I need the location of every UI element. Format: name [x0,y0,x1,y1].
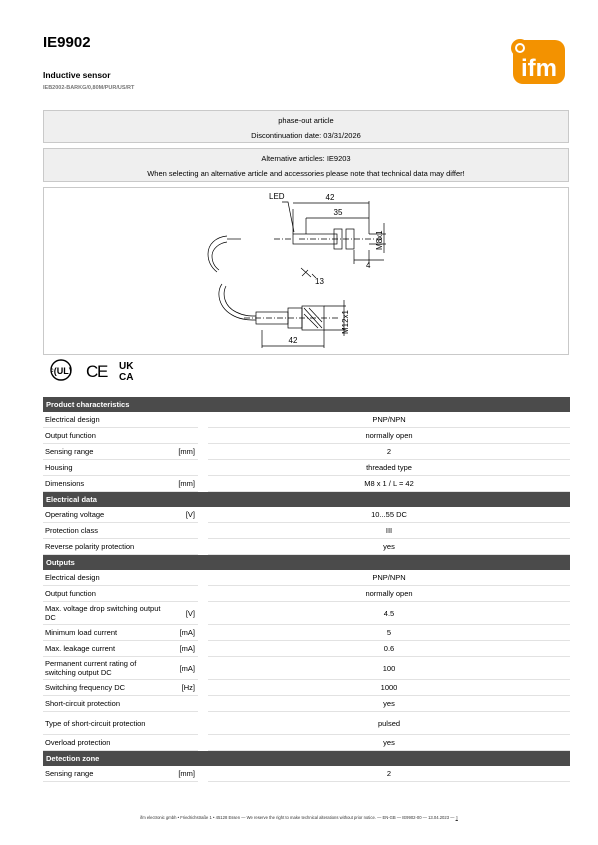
svg-text:UK: UK [119,361,134,372]
spec-label: Short-circuit protection [43,696,165,712]
spec-row [43,712,570,735]
svg-text:E: E [97,362,109,381]
spec-label: Max. leakage current [43,641,165,657]
phase-out-label: phase-out article [278,116,334,125]
product-subtitle: Inductive sensor [43,70,111,80]
cULus-icon [50,360,71,380]
spec-label: Switching frequency DC [43,680,165,696]
spec-row [43,766,570,782]
ukca-mark-icon [119,361,134,382]
spec-label: Housing [43,460,165,476]
spec-row [43,586,570,602]
spec-unit: [mA] [165,641,198,657]
spec-label: Sensing range [43,766,165,782]
ifm-logo [508,37,566,85]
spec-unit: [V] [165,507,198,523]
footer-text: ifm electronic gmbh • Friedrichstraße 1 • 45128 Essen — We reserve the right to make technical alterations without prior notice. — EN-GB — IE9902-00 — 13.04.2023 — [140,815,455,820]
spec-unit [165,696,198,712]
spec-gap [198,586,208,602]
dim-13: 13 [315,277,324,286]
spec-gap [198,602,208,625]
spec-label: Operating voltage [43,507,165,523]
spec-gap [198,412,208,428]
spec-gap [198,641,208,657]
spec-label: Output function [43,586,165,602]
spec-gap [198,680,208,696]
dim-m12: M12x1 [341,309,350,334]
spec-gap [198,696,208,712]
spec-row [43,523,570,539]
spec-row [43,680,570,696]
spec-value: III [208,523,570,539]
spec-unit: [mA] [165,625,198,641]
spec-value: PNP/NPN [208,570,570,586]
spec-row [43,476,570,492]
page-footer [0,815,598,820]
dimension-drawing [43,187,569,355]
spec-value: 5 [208,625,570,641]
spec-row [43,735,570,751]
spec-row [43,539,570,555]
spec-unit [165,570,198,586]
spec-unit [165,586,198,602]
spec-value: M8 x 1 / L = 42 [208,476,570,492]
spec-row [43,696,570,712]
spec-label: Dimensions [43,476,165,492]
logo-text: ifm [521,55,557,82]
spec-gap [198,428,208,444]
spec-gap [198,570,208,586]
section-header [43,555,570,571]
spec-label: Reverse polarity protection [43,539,165,555]
spec-unit: [mm] [165,444,198,460]
spec-value: 4.5 [208,602,570,625]
spec-label: Output function [43,428,165,444]
spec-value: yes [208,735,570,751]
dim-m8: M8x1 [375,230,384,250]
spec-gap [198,523,208,539]
spec-gap [198,539,208,555]
spec-unit [165,539,198,555]
spec-label: Sensing range [43,444,165,460]
spec-gap [198,766,208,782]
dim-4: 4 [366,261,371,270]
spec-gap [198,507,208,523]
ce-mark-icon [86,362,108,381]
spec-gap [198,712,208,735]
led-label: LED [269,192,285,201]
svg-text:CA: CA [119,372,134,382]
dim-42-top: 42 [325,193,335,202]
spec-label: Type of short-circuit protection [43,712,165,735]
spec-row [43,507,570,523]
spec-label: Permanent current rating of switching output DC [43,657,165,680]
spec-value: PNP/NPN [208,412,570,428]
spec-row [43,625,570,641]
phase-out-notice [43,110,569,143]
spec-unit [165,735,198,751]
spec-value: pulsed [208,712,570,735]
spec-value: 2 [208,444,570,460]
alternative-articles: Alternative articles: IE9203 [261,154,351,163]
dim-42-bottom: 42 [288,336,298,345]
spec-gap [198,444,208,460]
dim-35: 35 [333,208,343,217]
spec-value: 10...55 DC [208,507,570,523]
section-title: Outputs [43,555,570,571]
alternative-note: When selecting an alternative article and accessories please note that technical data may differ! [147,169,465,178]
product-title: IE9902 [43,34,91,51]
spec-label: Overload protection [43,735,165,751]
section-title: Electrical data [43,492,570,508]
section-header [43,492,570,508]
spec-row [43,428,570,444]
spec-gap [198,460,208,476]
spec-row [43,641,570,657]
certification-marks [49,358,149,382]
spec-value: 100 [208,657,570,680]
spec-row [43,602,570,625]
spec-unit: [mm] [165,766,198,782]
spec-value: yes [208,696,570,712]
spec-value: 2 [208,766,570,782]
section-header [43,751,570,767]
svg-text:ᶜ(UL): ᶜ(UL) [50,366,72,376]
spec-unit: [mA] [165,657,198,680]
article-code: IEB2002-BARKG/0,80M/PUR/US/RT [43,85,135,91]
spec-gap [198,625,208,641]
spec-value: normally open [208,586,570,602]
spec-gap [198,735,208,751]
spec-value: yes [208,539,570,555]
spec-value: normally open [208,428,570,444]
spec-label: Electrical design [43,412,165,428]
spec-row [43,657,570,680]
spec-label: Electrical design [43,570,165,586]
section-title: Detection zone [43,751,570,767]
spec-unit [165,712,198,735]
spec-unit: [Hz] [165,680,198,696]
spec-gap [198,657,208,680]
spec-row [43,460,570,476]
spec-label: Protection class [43,523,165,539]
alternative-notice [43,148,569,182]
spec-value: threaded type [208,460,570,476]
specifications-table [43,397,570,782]
spec-label: Max. voltage drop switching output DC [43,602,165,625]
spec-row [43,570,570,586]
spec-value: 0.6 [208,641,570,657]
spec-unit [165,523,198,539]
discontinuation-date: Discontinuation date: 03/31/2026 [251,131,361,140]
spec-row [43,444,570,460]
spec-unit: [mm] [165,476,198,492]
spec-unit: [V] [165,602,198,625]
spec-unit [165,460,198,476]
spec-label: Minimum load current [43,625,165,641]
section-title: Product characteristics [43,397,570,412]
spec-value: 1000 [208,680,570,696]
spec-row [43,412,570,428]
spec-gap [198,476,208,492]
svg-text:C: C [86,362,99,381]
spec-unit [165,412,198,428]
section-header [43,397,570,412]
print-link-icon[interactable]: ▯ [455,815,458,820]
spec-unit [165,428,198,444]
